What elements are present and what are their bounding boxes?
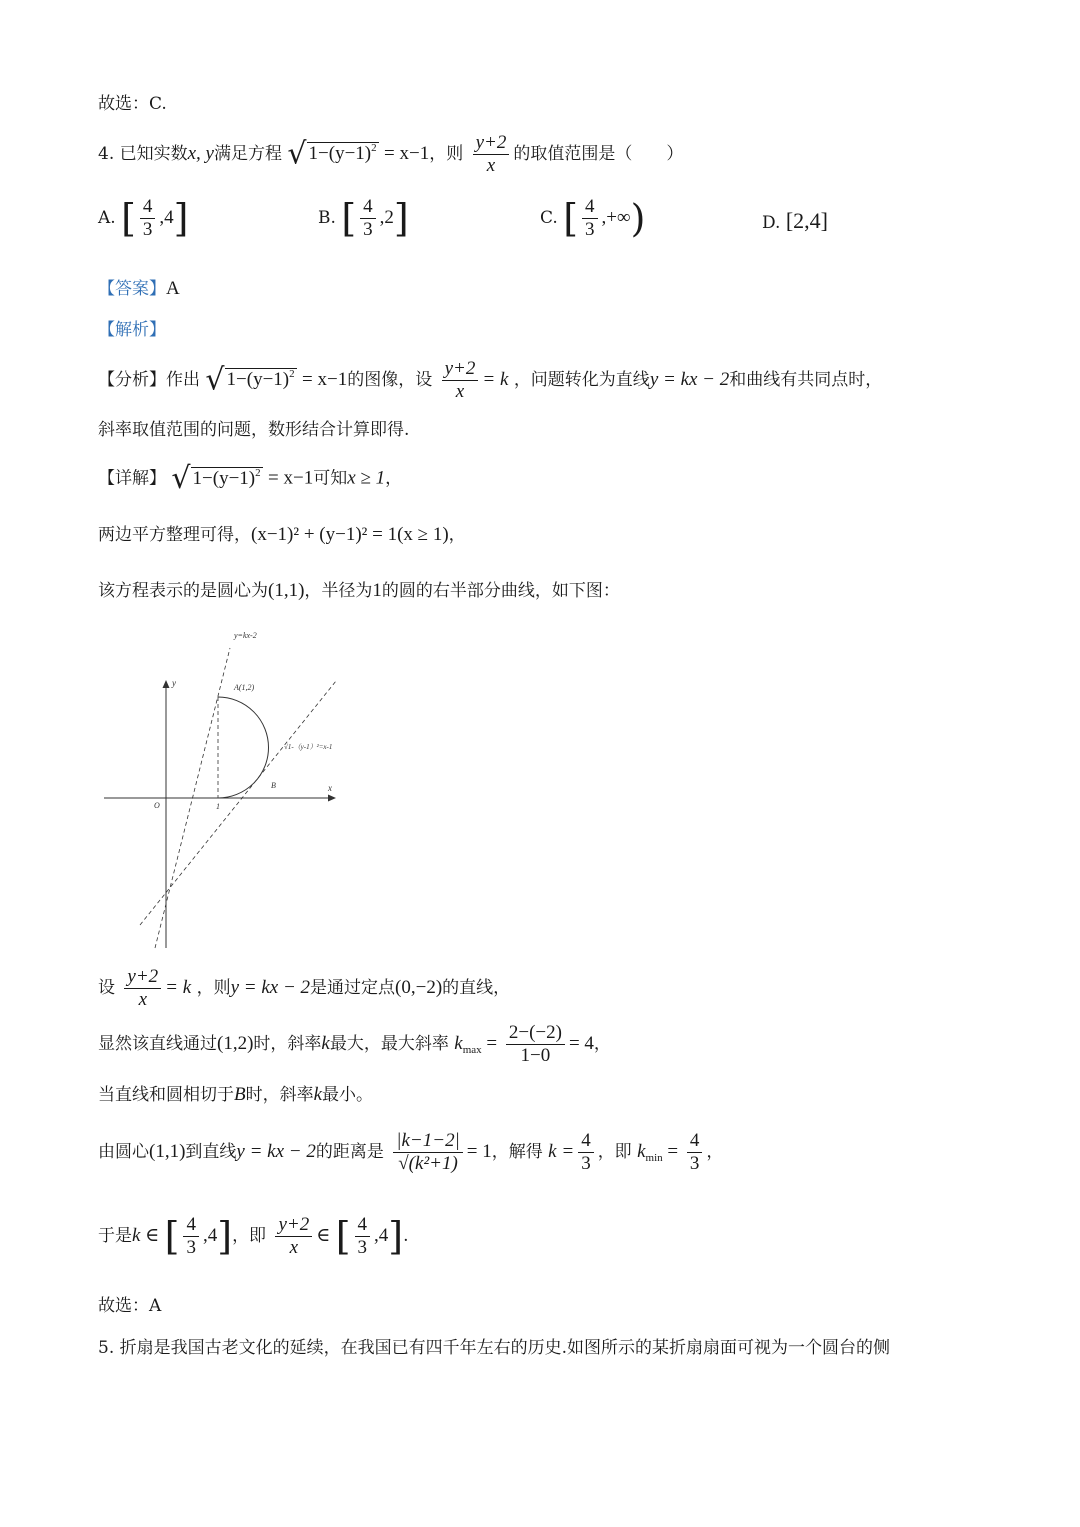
label-curve: √1-（y-1）²=x-1 [284,743,333,751]
option-a: A. [ $\frac{4}{3}$ ,4] [98,196,189,241]
option-b: B. [ $\frac{4}{3}$ ,2] [318,196,409,241]
analysis-tag: 【解析】 [98,320,166,340]
circle-line: 该方程表示的是圆心为(1,1)，半径为1的圆的右半部分曲线，如下图： [98,580,620,601]
min-line: 当直线和圆相切于B时，斜率k最小。 [98,1084,374,1105]
label-b: B [271,781,276,790]
max-line: 显然该直线通过(1,2)时，斜率k最大，最大斜率 $k_{max}$ = $\frac{2-(-2)}{1-0}$ = 4， [98,1022,611,1066]
xiangjie-line: 【详解】 √ $1-(y-1)^2 = x-1$可知x ≥ 1， [98,461,403,496]
option-d: D. [2,4] [762,208,828,233]
distance-line: 由圆心(1,1)到直线y = kx − 2的距离是 $\frac{|k-1-2|}{\text{√(k²+1)}}$ = 1，解得 k = $\frac{4}{3}$ ，即 $k_{min}$ = $\frac{4}{3}$ ， [98,1130,724,1174]
label-x: x [328,783,332,793]
figure [100,628,340,958]
x-axis-arrow [328,795,336,802]
square-line: 两边平方整理可得，(x−1)² + (y−1)² = 1(x ≥ 1)， [98,524,466,545]
option-c: C. [ $\frac{4}{3}$ ,+∞) [540,196,646,241]
final-answer: 故选：A [98,1296,162,1316]
result-line: 于是k ∈ [ $\frac{4}{3}$ ,4]，即 $\frac{y+2}{x}$ ∈ [ $\frac{4}{3}$ ,4]. [98,1214,409,1259]
y-axis-arrow [163,680,170,688]
fenxi-line-2: 斜率取值范围的问题，数形结合计算即得. [98,420,410,440]
answer-line [98,278,180,301]
label-y: y [172,678,176,688]
question-5: 5. 折扇是我国古老文化的延续，在我国已有四千年左右的历史.如图所示的某折扇扇面可视为一个圆台的侧 [98,1338,891,1358]
answer-value: A [166,278,180,299]
label-line: y=kx-2 [234,631,257,640]
question-4: 4. 已知实数x, y满足方程 √ $1-(y-1)^2 = x-1$，则 $\frac{y+2}{x}$ 的取值范围是（ ） [98,132,684,176]
prev-answer: 故选：C. [98,94,167,114]
tangent-line [140,681,336,925]
label-1: 1 [216,802,220,811]
semicircle-curve [218,697,269,798]
set-line: 设 $\frac{y+2}{x}$ = k ，则y = kx − 2是通过定点(0,−2)的直线， [98,966,511,1010]
answer-tag: 【答案】 [98,279,166,299]
label-o: O [154,801,160,810]
fenxi-line: 【分析】作出 √ $1-(y-1)^2 = x-1$的图像，设 $\frac{y+2}{x}$ = k ，问题转化为直线y = kx − 2和曲线有共同点时， [98,358,883,402]
label-a: A(1,2) [234,683,255,692]
